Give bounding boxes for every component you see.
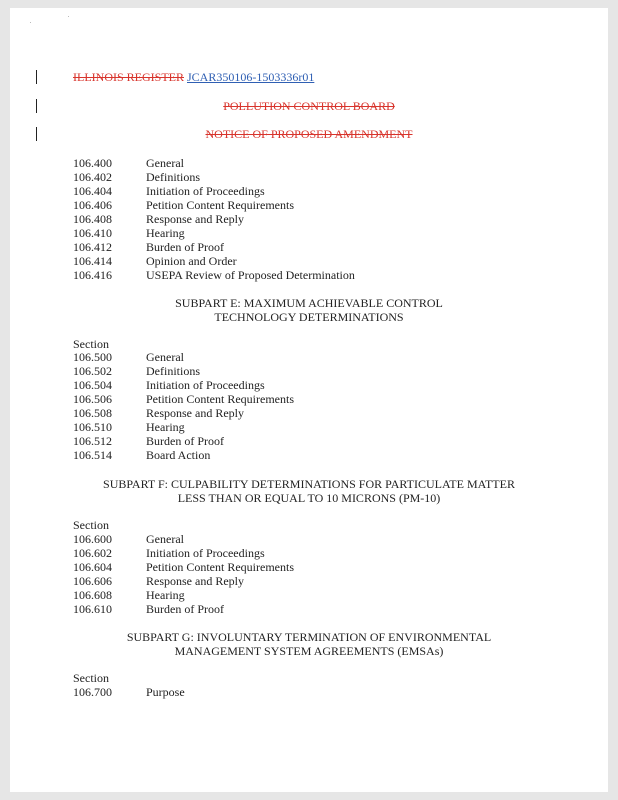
section-title: Burden of Proof (146, 602, 224, 616)
section-number: 106.502 (73, 364, 112, 378)
section-title: Hearing (146, 226, 185, 240)
section-title: Definitions (146, 364, 200, 378)
section-number: 106.504 (73, 378, 112, 392)
section-title: Purpose (146, 685, 185, 699)
section-number: 106.410 (73, 226, 112, 240)
section-title: Initiation of Proceedings (146, 184, 265, 198)
section-number: 106.400 (73, 156, 112, 170)
section-number: 106.500 (73, 350, 112, 364)
board-deleted-heading: POLLUTION CONTROL BOARD (223, 99, 395, 113)
section-number: 106.606 (73, 574, 112, 588)
subpart-e-heading (0, 296, 618, 324)
section-number: 106.604 (73, 560, 112, 574)
section-number: 106.700 (73, 685, 112, 699)
register-deleted-text: ILLINOIS REGISTER (73, 70, 184, 84)
section-title: Petition Content Requirements (146, 392, 294, 406)
scan-speck (30, 22, 31, 23)
section-title: USEPA Review of Proposed Determination (146, 268, 355, 282)
section-number: 106.414 (73, 254, 112, 268)
jcar-inserted-link[interactable]: JCAR350106-1503336r01 (187, 70, 315, 84)
section-number: 106.514 (73, 448, 112, 462)
section-title: General (146, 350, 184, 364)
section-title: General (146, 156, 184, 170)
subpart-g-heading (0, 630, 618, 658)
section-title: Petition Content Requirements (146, 198, 294, 212)
section-title: Response and Reply (146, 406, 244, 420)
section-title: General (146, 532, 184, 546)
section-number: 106.508 (73, 406, 112, 420)
section-number: 106.408 (73, 212, 112, 226)
section-label: Section (73, 518, 109, 532)
section-title: Opinion and Order (146, 254, 237, 268)
section-label: Section (73, 671, 109, 685)
subpart-heading-line: LESS THAN OR EQUAL TO 10 MICRONS (PM-10) (177, 491, 441, 505)
section-number: 106.600 (73, 532, 112, 546)
section-title: Burden of Proof (146, 240, 224, 254)
section-title: Burden of Proof (146, 434, 224, 448)
section-title: Definitions (146, 170, 200, 184)
section-title: Board Action (146, 448, 211, 462)
section-number: 106.506 (73, 392, 112, 406)
subpart-heading-line: SUBPART G: INVOLUNTARY TERMINATION OF ENVIRONMENTAL (126, 630, 492, 644)
section-number: 106.608 (73, 588, 112, 602)
section-label: Section (73, 337, 109, 351)
section-number: 106.412 (73, 240, 112, 254)
section-number: 106.416 (73, 268, 112, 282)
section-title: Response and Reply (146, 574, 244, 588)
section-title: Response and Reply (146, 212, 244, 226)
subpart-heading-line: TECHNOLOGY DETERMINATIONS (214, 310, 404, 324)
notice-deleted-heading: NOTICE OF PROPOSED AMENDMENT (205, 127, 413, 141)
section-title: Hearing (146, 420, 185, 434)
register-header (73, 70, 314, 85)
section-title: Hearing (146, 588, 185, 602)
revision-bar (36, 70, 37, 84)
subpart-heading-line: SUBPART E: MAXIMUM ACHIEVABLE CONTROL (175, 296, 443, 310)
subpart-heading-line: MANAGEMENT SYSTEM AGREEMENTS (EMSAs) (174, 644, 444, 658)
subpart-heading-line: SUBPART F: CULPABILITY DETERMINATIONS FOR PARTICULATE MATTER (103, 477, 515, 491)
section-title: Initiation of Proceedings (146, 546, 265, 560)
section-title: Petition Content Requirements (146, 560, 294, 574)
section-number: 106.512 (73, 434, 112, 448)
section-title: Initiation of Proceedings (146, 378, 265, 392)
section-number: 106.406 (73, 198, 112, 212)
section-number: 106.610 (73, 602, 112, 616)
section-number: 106.510 (73, 420, 112, 434)
subpart-f-heading (0, 477, 618, 505)
scan-speck (68, 16, 69, 17)
section-number: 106.404 (73, 184, 112, 198)
section-number: 106.402 (73, 170, 112, 184)
section-number: 106.602 (73, 546, 112, 560)
